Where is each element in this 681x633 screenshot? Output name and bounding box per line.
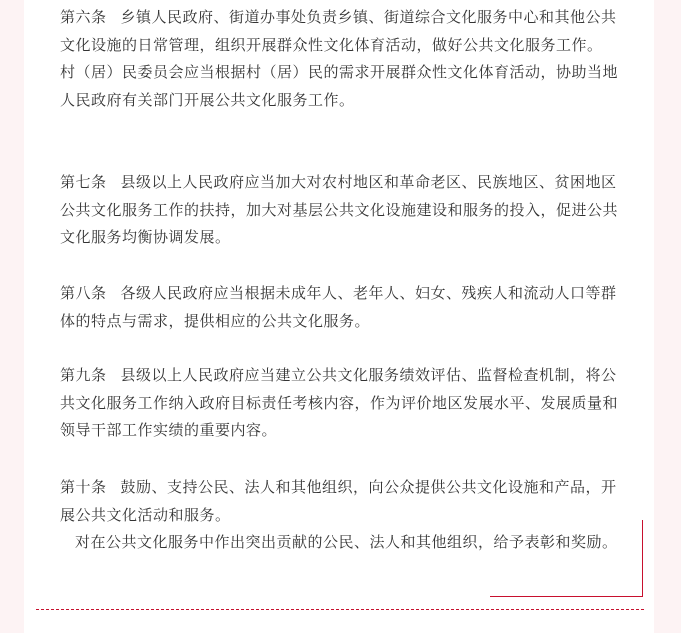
article-text: 鼓励、支持公民、法人和其他组织，向公众提供公共文化设施和产品，开展公共文化活动和服务。 [60,478,617,524]
article-text-extra: 村（居）民委员会应当根据村（居）民的需求开展群众性文化体育活动，协助当地人民政府有关部门开展公共文化服务工作。 [60,63,619,109]
article-text: 县级以上人民政府应当建立公共文化服务绩效评估、监督检查机制，将公共文化服务工作纳入政府目标责任考核内容，作为评价地区发展水平、发展质量和领导干部工作实绩的重要内容。 [60,366,619,439]
article-number: 第七条 [60,173,107,191]
article-text: 乡镇人民政府、街道办事处负责乡镇、街道综合文化服务中心和其他公共文化设施的日常管理，组织开展群众性文化体育活动，做好公共文化服务工作。 [60,8,617,54]
article-6 [60,4,620,114]
article-text: 各级人民政府应当根据未成年人、老年人、妇女、残疾人和流动人口等群体的特点与需求，提供相应的公共文化服务。 [60,284,617,330]
article-number: 第八条 [60,284,107,302]
article-8 [60,280,620,335]
decorative-corner-frame [490,520,643,597]
article-9 [60,362,620,445]
article-number: 第十条 [60,478,107,496]
article-text-extra: 对在公共文化服务中作出突出贡献的公民、法人和其他组织，给予表彰和奖励。 [75,533,618,551]
document-page [24,0,654,633]
article-number: 第九条 [60,366,107,384]
article-number: 第六条 [60,8,107,26]
dashed-divider [36,609,644,610]
article-text: 县级以上人民政府应当加大对农村地区和革命老区、民族地区、贫困地区公共文化服务工作的扶持，加大对基层公共文化设施建设和服务的投入，促进公共文化服务均衡协调发展。 [60,173,619,246]
article-7 [60,169,620,252]
